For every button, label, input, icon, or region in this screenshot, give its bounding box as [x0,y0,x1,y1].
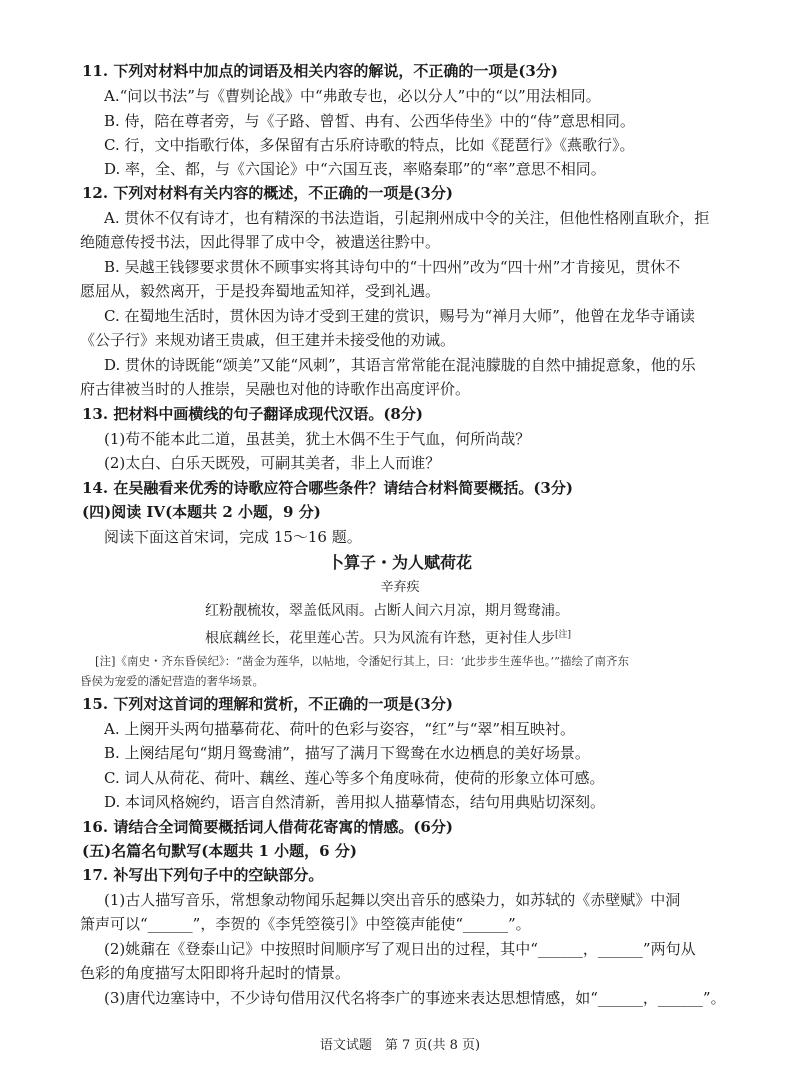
q17-item-2-line2: 色彩的角度描写太阳即将升起时的情景。 [80,964,351,982]
q12-option-a-line1: A. 贯休不仅有诗才，也有精深的书法造诣，引起荆州成中令的关注，但他性格刚直耿介，拒 [104,209,710,227]
poem-line-2 [205,624,800,650]
q11-stem: 11. 下列对材料中加点的词语及相关内容的解说，不正确的一项是(3分) [82,62,558,80]
q17-item-2-line1: (2)姚鼐在《登泰山记》中按照时间顺序写了观日出的过程，其中“______，______”两句从 [104,940,696,958]
poem-note-mark: [注] [555,630,572,640]
q17-item-3: (3)唐代边塞诗中，不少诗句借用汉代名将李广的事迹来表达思想情感，如“______，______”。 [104,989,726,1007]
q15-stem: 15. 下列对这首词的理解和赏析，不正确的一项是(3分) [82,695,453,713]
q13-stem: 13. 把材料中画横线的句子翻译成现代汉语。(8分) [82,405,423,423]
q12-option-b-line1: B. 吴越王钱镠要求贯休不顾事实将其诗句中的“十四州”改为“四十州”才肯接见，贯休不 [104,258,681,276]
q12-option-d-line1: D. 贯休的诗既能“颂美”又能“风刺”，其语言常常能在混沌朦胧的自然中捕捉意象，他的乐 [104,356,696,374]
q12-option-b-line2: 愿屈从，毅然离开，于是投奔蜀地孟知祥，受到礼遇。 [80,282,441,300]
poem-author: 辛弃疾 [380,580,420,595]
section5-heading: (五)名篇名句默写(本题共 1 小题，6 分) [82,842,357,860]
poem-note-line-2: 昏侯为宠爱的潘妃营造的奢华场景。 [80,674,264,688]
q13-sentence-1: (1)苟不能本此二道，虽甚美，犹土木偶不生于气血，何所尚哉？ [104,430,531,448]
q17-item-1-line2: 箫声可以“______”，李贺的《李凭箜篌引》中箜篌声能使“______”。 [80,915,531,933]
q12-option-a-line2: 绝随意传授书法，因此得罪了成中令，被遣送往黔中。 [80,233,441,251]
poem-line-1: 红粉靓梳妆，翠盖低风雨。占断人间六月凉，期月鸳鸯浦。 [205,603,569,619]
q15-option-d: D. 本词风格婉约，语言自然清新，善用拟人描摹情态，结句用典贴切深刻。 [104,793,606,811]
q11-option-a: A.“问以书法”与《曹刿论战》中“弗敢专也，必以分人”中的“以”用法相同。 [104,87,601,105]
q12-stem: 12. 下列对材料有关内容的概述，不正确的一项是(3分) [82,184,453,202]
q16-stem: 16. 请结合全词简要概括词人借荷花寄寓的情感。(6分) [82,818,453,836]
q15-option-b: B. 上阕结尾句“期月鸳鸯浦”，描写了满月下鸳鸯在水边栖息的美好场景。 [104,744,590,762]
q12-option-d-line2: 府古律被当时的人推崇，吴融也对他的诗歌作出高度评价。 [80,380,471,398]
q15-option-a: A. 上阕开头两句描摹荷花、荷叶的色彩与姿容，“红”与“翠”相互映衬。 [104,720,576,738]
q14-stem: 14. 在吴融看来优秀的诗歌应符合哪些条件？请结合材料简要概括。(3分) [82,479,573,497]
poem-title: 卜算子・为人赋荷花 [327,553,472,572]
q12-option-c-line1: C. 在蜀地生活时，贯休因为诗才受到王建的赏识，赐号为“禅月大师”，他曾在龙华寺诵读 [104,307,695,325]
q11-option-b: B. 侍，陪在尊者旁，与《子路、曾皙、冉有、公西华侍坐》中的“侍”意思相同。 [104,112,635,130]
q13-sentence-2: (2)太白、白乐天既殁，可嗣其美者，非上人而谁？ [104,454,441,472]
poem-line-2-text: 根底藕丝长，花里莲心苦。只为风流有许愁，更衬佳人步 [205,630,555,647]
q17-item-1-line1: (1)古人描写音乐，常想象动物闻乐起舞以突出音乐的感染力，如苏轼的《赤壁赋》中洞 [104,891,681,909]
q11-option-c: C. 行，文中指歌行体，多保留有古乐府诗歌的特点，比如《琵琶行》《燕歌行》。 [104,136,635,154]
q11-option-d: D. 率，全、都，与《六国论》中“六国互丧，率赂秦耶”的“率”意思不相同。 [104,160,606,178]
page-footer: 语文试题 第 7 页(共 8 页) [319,1038,481,1053]
q15-option-c: C. 词人从荷花、荷叶、藕丝、莲心等多个角度咏荷，使荷的形象立体可感。 [104,769,605,787]
q12-option-c-line2: 《公子行》来规劝诸王贵戚，但王建并未接受他的劝诫。 [80,331,456,349]
poem-note-line-1: [注]《南史・齐东昏侯纪》：“凿金为莲华，以帖地，令潘妃行其上，曰：‘此步步生莲华也。’”描绘了南齐东 [95,654,630,668]
section4-intro: 阅读下面这首宋词，完成 15～16 题。 [104,528,362,546]
section4-heading: (四)阅读 IV(本题共 2 小题，9 分) [82,503,321,521]
q17-stem: 17. 补写出下列句子中的空缺部分。 [82,866,324,884]
